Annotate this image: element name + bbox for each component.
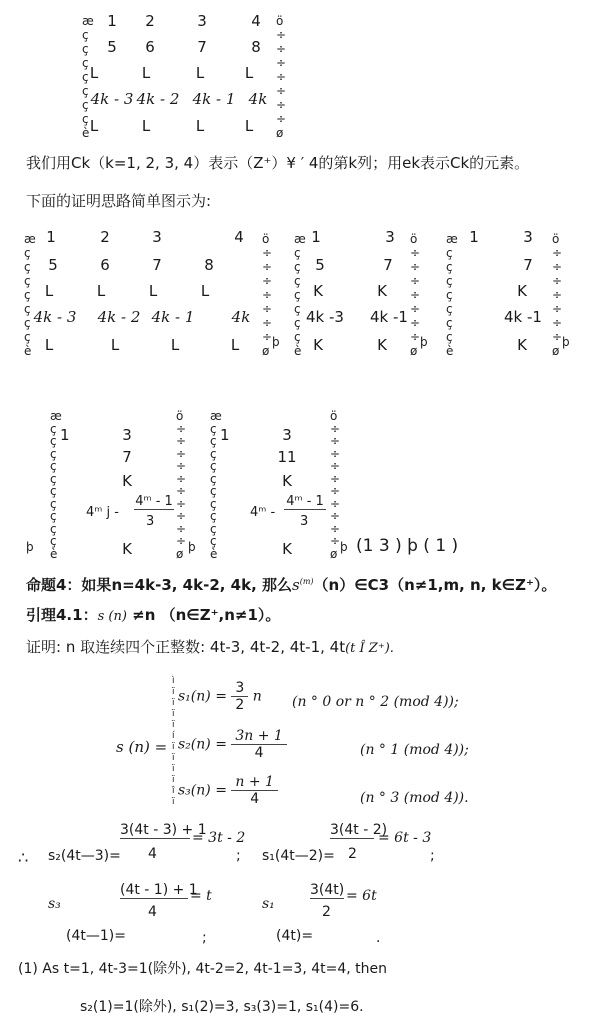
eq1-numerator: 3(4t - 3) + 1 bbox=[120, 822, 207, 838]
lemma-tail: ≠n （n∈Z⁺,n≠1）。 bbox=[132, 606, 281, 624]
semicolon: ; bbox=[430, 848, 435, 864]
proof-tail: (t Î Z⁺). bbox=[345, 641, 394, 656]
cell: L bbox=[244, 117, 254, 135]
cell: L bbox=[195, 64, 205, 82]
left-bracket: æ ç ç ç ç ç ç ç è bbox=[294, 232, 306, 358]
cell: 3 bbox=[523, 228, 533, 246]
cell: 3 bbox=[197, 12, 207, 30]
cell: K bbox=[282, 472, 292, 490]
eq2-denominator: 2 bbox=[348, 846, 357, 862]
case-func: s₂(n) = bbox=[178, 736, 227, 753]
cell: 4k bbox=[231, 308, 251, 326]
left-brace: ì ï ï ï ï í ï ï ï ï î ï bbox=[172, 676, 175, 807]
cell: 5 bbox=[107, 38, 117, 56]
left-bracket: æ ç ç ç ç ç ç ç è bbox=[446, 232, 458, 358]
cell: 4k - 1 bbox=[151, 308, 195, 326]
cell: 4k - 1 bbox=[192, 90, 236, 108]
cell: 6 bbox=[100, 256, 110, 274]
eq4-lhs: (4t)= bbox=[276, 928, 314, 944]
fraction-numerator: 4ᵐ - 1 bbox=[135, 494, 173, 509]
cell: 4k - 2 bbox=[136, 90, 180, 108]
implies-arrow: þ bbox=[26, 540, 34, 554]
right-bracket: ö ÷ ÷ ÷ ÷ ÷ ÷ ÷ ø bbox=[262, 232, 273, 358]
numerator: n + 1 bbox=[231, 774, 278, 791]
cell: 7 bbox=[152, 256, 162, 274]
cell: 4k - 2 bbox=[97, 308, 141, 326]
semicolon: ; bbox=[202, 930, 207, 946]
cell: K bbox=[282, 540, 292, 558]
text-diagram-intro: 下面的证明思路简单图示为: bbox=[26, 192, 212, 210]
cell: 1 bbox=[60, 426, 70, 444]
eq3-rhs: = t bbox=[190, 888, 212, 904]
cell: K bbox=[313, 336, 323, 354]
implies-arrow: þ bbox=[420, 335, 428, 349]
cell: L bbox=[89, 117, 99, 135]
cell: K bbox=[377, 336, 387, 354]
cell: 4 bbox=[251, 12, 261, 30]
cell: L bbox=[141, 117, 151, 135]
cell: 4k -3 bbox=[306, 308, 344, 326]
eq1-denominator: 4 bbox=[148, 846, 157, 862]
cell: 2 bbox=[100, 228, 110, 246]
cell: 3 bbox=[122, 426, 132, 444]
cell: 4k bbox=[248, 90, 268, 108]
cell: 7 bbox=[523, 256, 533, 274]
case-1 bbox=[178, 680, 262, 713]
cell: 11 bbox=[277, 448, 297, 466]
cell: 4k -1 bbox=[504, 308, 542, 326]
cell: L bbox=[110, 336, 120, 354]
cell: L bbox=[195, 117, 205, 135]
cell: 4ᵐ j - bbox=[86, 505, 119, 520]
cell: 7 bbox=[197, 38, 207, 56]
cell: 5 bbox=[315, 256, 325, 274]
case-func: s₃(n) = bbox=[178, 782, 227, 799]
cell: 1 bbox=[311, 228, 321, 246]
case-3 bbox=[178, 774, 278, 807]
cell: K bbox=[313, 282, 323, 300]
cell: L bbox=[170, 336, 180, 354]
denominator: 4 bbox=[254, 745, 264, 761]
implies-arrow: þ bbox=[272, 335, 280, 349]
cell: 3 bbox=[385, 228, 395, 246]
piecewise-lhs: s (n) = bbox=[116, 738, 168, 756]
cell: 4k - 3 bbox=[33, 308, 77, 326]
eq1-rhs: = 3t - 2 bbox=[192, 830, 246, 846]
implies-arrow: þ bbox=[340, 540, 348, 554]
cell: 1 bbox=[469, 228, 479, 246]
cell: 1 bbox=[46, 228, 56, 246]
prop-tail: （n）∈C3（n≠1,m, n, k∈Z⁺）。 bbox=[313, 576, 557, 594]
eq2-numerator: 3(4t - 2) bbox=[330, 822, 388, 838]
period: . bbox=[376, 930, 381, 946]
denominator: 2 bbox=[235, 697, 245, 713]
case-1-values: s₂(1)=1(除外), s₁(2)=3, s₃(3)=1, s₁(4)=6. bbox=[80, 999, 364, 1015]
left-bracket: æ ç ç ç ç ç ç ç ç ç ç è bbox=[50, 409, 62, 561]
case-condition: (n ° 1 (mod 4)); bbox=[360, 742, 469, 758]
right-bracket: ö ÷ ÷ ÷ ÷ ÷ ÷ ÷ ø bbox=[410, 232, 421, 358]
cell: 4ᵐ - bbox=[250, 505, 276, 520]
cell: L bbox=[96, 282, 106, 300]
cell: 7 bbox=[122, 448, 132, 466]
right-bracket: ö ÷ ÷ ÷ ÷ ÷ ÷ ÷ ø bbox=[276, 14, 287, 140]
eq3-denominator: 4 bbox=[148, 904, 157, 920]
cell: K bbox=[517, 336, 527, 354]
denominator: 4 bbox=[250, 791, 260, 807]
cell: L bbox=[230, 336, 240, 354]
therefore-symbol: ∴ bbox=[18, 848, 29, 867]
proposition-4 bbox=[26, 574, 556, 595]
cell: L bbox=[200, 282, 210, 300]
cell: K bbox=[517, 282, 527, 300]
cell: 8 bbox=[251, 38, 261, 56]
case-after: n bbox=[252, 688, 262, 705]
eq4-numerator: 3(4t) bbox=[310, 882, 345, 898]
eq2-lhs: s₁(4t—2)= bbox=[262, 848, 335, 864]
right-bracket: ö ÷ ÷ ÷ ÷ ÷ ÷ ÷ ÷ ÷ ÷ ø bbox=[330, 409, 341, 561]
left-bracket: æ ç ç ç ç ç ç ç ç ç ç è bbox=[210, 409, 222, 561]
implies-arrow: þ bbox=[188, 540, 196, 554]
cell: L bbox=[148, 282, 158, 300]
eq3-lhs: (4t—1)= bbox=[66, 928, 126, 944]
cell: 3 bbox=[152, 228, 162, 246]
cell: 1 bbox=[220, 426, 230, 444]
superscript-m: (m) bbox=[299, 577, 314, 586]
right-bracket: ö ÷ ÷ ÷ ÷ ÷ ÷ ÷ ø bbox=[552, 232, 563, 358]
cell: K bbox=[377, 282, 387, 300]
case-condition: (n ° 3 (mod 4)). bbox=[360, 790, 469, 806]
case-func: s₁(n) = bbox=[178, 688, 227, 705]
cell: 1 bbox=[107, 12, 117, 30]
cell: 4k - 3 bbox=[90, 90, 134, 108]
numerator: 3n + 1 bbox=[231, 728, 286, 745]
cell: 4 bbox=[234, 228, 244, 246]
implies-arrow: þ bbox=[562, 335, 570, 349]
cell: 6 bbox=[145, 38, 155, 56]
lemma-expr: s (n) bbox=[97, 609, 127, 624]
case-2 bbox=[178, 728, 287, 761]
cell: L bbox=[44, 336, 54, 354]
fraction-denominator: 3 bbox=[300, 514, 309, 529]
eq3-s: s₃ bbox=[48, 896, 61, 912]
s-symbol: s bbox=[292, 576, 300, 594]
cell: L bbox=[141, 64, 151, 82]
eq4-s: s₁ bbox=[262, 896, 275, 912]
cell: L bbox=[89, 64, 99, 82]
eq1-lhs: s₂(4t—3)= bbox=[48, 848, 121, 864]
fraction-numerator: 4ᵐ - 1 bbox=[284, 494, 326, 510]
cell: 8 bbox=[204, 256, 214, 274]
eq4-rhs: = 6t bbox=[346, 888, 377, 904]
cell: 2 bbox=[145, 12, 155, 30]
numerator: 3 bbox=[231, 680, 248, 697]
text-column-definition: 我们用Ck（k=1, 2, 3, 4）表示（Z⁺）¥ ′ 4的第k列；用ek表示Ck的元素。 bbox=[26, 154, 530, 172]
left-bracket: æ ç ç ç ç ç ç ç è bbox=[24, 232, 36, 358]
cell: 3 bbox=[282, 426, 292, 444]
proof-intro bbox=[26, 636, 394, 657]
cell: L bbox=[44, 282, 54, 300]
cell: K bbox=[122, 540, 132, 558]
cell: 5 bbox=[48, 256, 58, 274]
prop-text: 命题4：如果n=4k-3, 4k-2, 4k, 那么 bbox=[26, 576, 293, 594]
semicolon: ; bbox=[236, 848, 241, 864]
eq4-denominator: 2 bbox=[322, 904, 331, 920]
cell: L bbox=[244, 64, 254, 82]
right-bracket: ö ÷ ÷ ÷ ÷ ÷ ÷ ÷ ÷ ÷ ÷ ø bbox=[176, 409, 187, 561]
cell: K bbox=[122, 472, 132, 490]
case-condition: (n ° 0 or n ° 2 (mod 4)); bbox=[292, 694, 459, 710]
eq3-numerator: (4t - 1) + 1 bbox=[120, 882, 198, 898]
left-bracket: æ ç ç ç ç ç ç ç è bbox=[82, 14, 94, 140]
eq2-rhs: = 6t - 3 bbox=[378, 830, 432, 846]
fraction-denominator: 3 bbox=[146, 514, 155, 529]
cell: 4k -1 bbox=[370, 308, 408, 326]
diagram-tail: (1 3 ) þ ( 1 ) bbox=[356, 536, 459, 556]
case-1-text: (1) As t=1, 4t-3=1(除外), 4t-2=2, 4t-1=3, 4t=4, then bbox=[18, 961, 388, 977]
lemma-label: 引理4.1： bbox=[26, 606, 98, 624]
cell: 7 bbox=[383, 256, 393, 274]
lemma-4-1 bbox=[26, 604, 280, 625]
proof-text: 证明: n 取连续四个正整数: 4t-3, 4t-2, 4t-1, 4t bbox=[26, 638, 346, 656]
